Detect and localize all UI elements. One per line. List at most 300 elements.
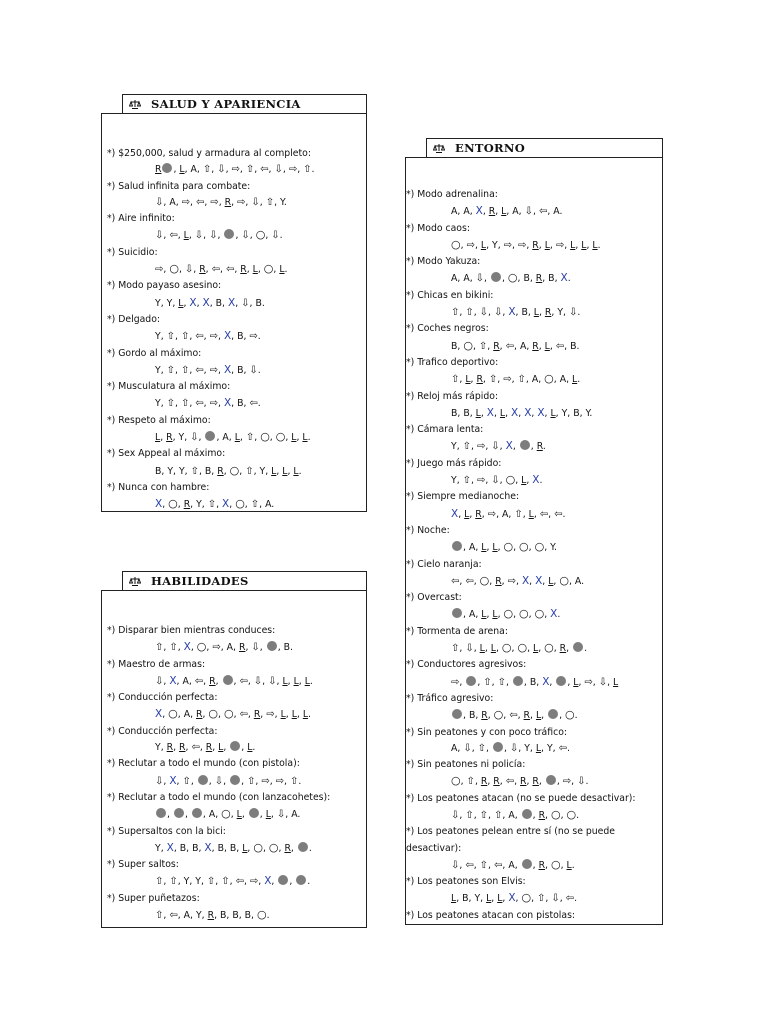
separator: .	[577, 307, 581, 319]
button-letter: Y	[557, 307, 563, 319]
button-letter: A	[508, 809, 515, 821]
arrow-right-icon: ⇨	[261, 775, 270, 787]
button-letter: Y	[155, 331, 161, 343]
button-letter: L	[179, 164, 185, 176]
button-letter: A	[451, 273, 458, 285]
cheat-item	[406, 590, 661, 624]
cheat-name: *) Juego más rápido:	[406, 457, 502, 469]
separator: ,	[486, 542, 490, 554]
button-letter: R	[207, 910, 215, 922]
button-letter: L	[479, 643, 485, 655]
button-letter: R	[238, 642, 246, 654]
arrow-up-icon: ⇧	[466, 776, 475, 788]
cheat-item	[107, 824, 365, 858]
circle-button-icon: ○	[263, 262, 274, 276]
cheat-name: *) Conducción perfecta:	[107, 692, 218, 704]
separator: ,	[486, 239, 490, 251]
arrow-up-icon: ⇧	[190, 465, 199, 477]
circle-button-icon: ○	[503, 540, 514, 554]
separator: ,	[265, 230, 269, 242]
button-letter: L	[234, 432, 240, 444]
cheat-item	[107, 690, 365, 724]
cheat-item	[107, 623, 365, 657]
separator: ,	[497, 609, 501, 621]
section-title: HABILIDADES	[151, 574, 249, 588]
separator: ,	[223, 842, 227, 854]
separator: ,	[502, 859, 506, 871]
cheat-name: *) Modo payaso asesino:	[107, 280, 222, 292]
separator: ,	[517, 710, 521, 722]
circle-button-icon: ○	[260, 430, 270, 444]
separator: ,	[544, 542, 548, 554]
cheat-code	[406, 674, 661, 691]
round-dot-button-icon	[205, 431, 215, 441]
arrow-left-icon: ⇦	[539, 508, 549, 520]
button-letter: B	[244, 910, 252, 922]
arrow-down-icon: ⇩	[217, 164, 226, 176]
cheat-name: *) Siempre medianoche:	[406, 491, 520, 503]
separator: ,	[518, 742, 522, 754]
arrow-up-icon: ⇧	[169, 876, 178, 888]
button-letter: L	[302, 709, 308, 721]
separator: ,	[218, 709, 221, 721]
separator: ,	[459, 676, 463, 688]
separator: ,	[163, 876, 167, 888]
arrow-left-icon: ⇦	[493, 859, 503, 871]
cheat-code	[107, 706, 365, 723]
cheat-code	[107, 162, 365, 178]
separator: ,	[511, 643, 515, 655]
arrow-up-icon: ⇧	[514, 508, 523, 520]
scale-icon	[129, 576, 141, 587]
button-letter: X	[508, 892, 516, 905]
separator: ,	[236, 842, 240, 854]
button-letter: B	[462, 893, 469, 905]
arrow-down-icon: ⇩	[577, 776, 586, 788]
separator: ,	[488, 307, 492, 319]
arrow-up-icon: ⇧	[245, 164, 255, 176]
separator: ,	[203, 331, 207, 343]
separator: ,	[270, 809, 274, 821]
separator: ,	[218, 196, 222, 208]
separator: ,	[298, 675, 302, 687]
button-letter: Y	[451, 475, 457, 487]
arrow-left-icon: ⇦	[195, 196, 205, 208]
cheat-code	[107, 840, 365, 857]
button-letter: Y	[196, 499, 202, 511]
separator: .	[576, 340, 580, 352]
separator: ,	[553, 575, 557, 587]
button-letter: R	[240, 264, 247, 276]
separator: ,	[188, 230, 192, 242]
cheat-item	[107, 245, 365, 279]
cheat-item	[107, 211, 365, 245]
separator: ,	[499, 475, 503, 487]
separator: ,	[203, 364, 207, 376]
separator: ,	[560, 859, 564, 871]
circle-button-icon: ○	[463, 338, 473, 352]
button-letter: L	[613, 676, 619, 688]
button-letter: L	[535, 742, 542, 754]
button-letter: A	[468, 609, 476, 621]
round-dot-button-icon	[556, 676, 566, 686]
cheat-code	[107, 395, 365, 412]
separator: ,	[559, 893, 563, 905]
arrow-down-icon: ⇩	[509, 742, 519, 754]
separator: ,	[566, 374, 570, 386]
button-letter: L	[291, 709, 297, 721]
cheat-code	[107, 496, 365, 513]
button-letter: L	[533, 643, 539, 655]
separator: ,	[189, 398, 193, 410]
separator: ,	[196, 164, 200, 176]
circle-button-icon: ○	[208, 707, 219, 721]
cheat-name: *) Conductores agresivos:	[406, 659, 527, 671]
cheat-code	[107, 773, 365, 790]
cheat-code	[107, 806, 365, 823]
separator: ,	[513, 542, 517, 554]
separator: ,	[526, 776, 530, 788]
arrow-down-icon: ⇩	[491, 441, 500, 453]
separator: ,	[491, 893, 495, 905]
arrow-up-icon: ⇧	[462, 475, 472, 487]
separator: ,	[526, 239, 530, 251]
separator: ,	[469, 508, 473, 520]
separator: ,	[474, 239, 478, 251]
cheat-code	[406, 405, 661, 422]
separator: ,	[529, 273, 533, 285]
button-letter: B	[229, 842, 237, 854]
separator: ,	[514, 859, 518, 871]
round-dot-button-icon	[546, 775, 556, 785]
button-letter: X	[505, 440, 513, 453]
separator: ,	[592, 676, 596, 688]
arrow-down-icon: ⇩	[184, 264, 194, 276]
separator: ,	[243, 876, 247, 888]
button-letter: B	[232, 910, 239, 922]
button-letter: X	[169, 774, 177, 787]
button-letter: L	[492, 609, 498, 621]
separator: ,	[541, 742, 545, 754]
separator: ,	[251, 910, 255, 922]
separator: ,	[607, 676, 611, 688]
separator: ,	[531, 893, 535, 905]
cheat-item	[406, 187, 661, 221]
circle-button-icon: ○	[235, 497, 245, 511]
button-letter: L	[490, 643, 496, 655]
arrow-left-icon: ⇦	[465, 859, 474, 871]
separator: ,	[468, 893, 472, 905]
button-letter: X	[227, 296, 236, 309]
separator: ,	[544, 407, 548, 419]
separator: ,	[487, 340, 491, 352]
separator: ,	[241, 809, 245, 821]
arrow-down-icon: ⇩	[479, 307, 489, 319]
separator: ,	[177, 642, 181, 654]
button-letter: Y	[155, 398, 161, 410]
arrow-up-icon: ⇧	[207, 499, 217, 511]
round-dot-button-icon	[298, 842, 308, 852]
separator: .	[571, 859, 575, 871]
button-letter: X	[223, 397, 232, 410]
arrow-right-icon: ⇨	[266, 709, 275, 721]
circle-button-icon: ○	[196, 640, 207, 654]
cheat-name: *) Los peatones atacan (no se puede desactivar):	[406, 792, 636, 804]
round-dot-button-icon	[223, 675, 233, 685]
separator: ,	[190, 499, 194, 511]
button-letter: L	[548, 575, 554, 587]
separator: .	[584, 643, 588, 655]
separator: ,	[198, 432, 202, 444]
separator: ,	[458, 508, 462, 520]
button-letter: A	[463, 273, 470, 285]
cheat-name: *) Gordo al máximo:	[107, 347, 202, 359]
arrow-up-icon: ⇧	[303, 164, 312, 176]
round-dot-button-icon	[296, 875, 306, 885]
separator: ,	[487, 776, 491, 788]
separator: ,	[222, 297, 226, 309]
separator: ,	[530, 710, 533, 722]
arrow-up-icon: ⇧	[451, 374, 460, 386]
separator: ,	[475, 542, 479, 554]
separator: ,	[193, 264, 197, 276]
separator: ,	[456, 441, 460, 453]
cheat-name: *) Los peatones atacan con pistolas:	[406, 909, 576, 921]
cheat-name: *) Supersaltos con la bici:	[107, 825, 226, 837]
arrow-down-icon: ⇩	[598, 676, 608, 688]
separator: ,	[471, 742, 475, 754]
arrow-up-icon: ⇧	[477, 742, 487, 754]
separator: ,	[239, 465, 243, 477]
button-letter: L	[481, 609, 487, 621]
separator: ,	[482, 374, 486, 386]
cheat-name: *) Cámara lenta:	[406, 424, 484, 436]
circle-button-icon: ○	[451, 774, 461, 788]
button-letter: A	[183, 910, 191, 922]
separator: ,	[231, 331, 235, 343]
arrow-down-icon: ⇩	[271, 230, 280, 242]
separator: .	[567, 273, 571, 285]
arrow-right-icon: ⇨	[466, 239, 475, 251]
arrow-right-icon: ⇨	[155, 264, 164, 276]
separator: ,	[474, 776, 478, 788]
separator: ,	[285, 709, 289, 721]
circle-button-icon: ○	[168, 707, 178, 721]
button-letter: X	[169, 674, 177, 687]
cheat-item	[406, 288, 661, 322]
cheat-name: *) Los peatones pelean entre sí (no se puede desactivar):	[406, 826, 616, 854]
arrow-up-icon: ⇧	[250, 499, 260, 511]
separator: ,	[247, 842, 251, 854]
circle-button-icon: ○	[521, 891, 532, 905]
separator: ,	[209, 297, 213, 309]
cheat-item	[107, 179, 365, 212]
separator: ,	[223, 775, 227, 787]
arrow-down-icon: ⇩	[274, 164, 283, 176]
button-letter: A	[451, 206, 458, 218]
arrow-down-icon: ⇩	[276, 809, 286, 821]
arrow-left-icon: ⇦	[505, 340, 514, 352]
separator: .	[308, 709, 311, 721]
arrow-up-icon: ⇧	[166, 398, 176, 410]
button-letter: B	[573, 407, 580, 419]
button-letter: L	[572, 374, 578, 386]
arrow-down-icon: ⇩	[209, 230, 218, 242]
arrow-up-icon: ⇧	[488, 374, 498, 386]
round-dot-button-icon	[162, 163, 172, 173]
separator: ,	[163, 642, 167, 654]
cheat-code	[406, 237, 661, 254]
round-dot-button-icon	[548, 709, 558, 719]
button-letter: A	[291, 809, 298, 821]
button-letter: Y	[178, 432, 185, 444]
separator: .	[539, 475, 543, 487]
separator: ,	[160, 364, 164, 376]
separator: ,	[538, 239, 542, 251]
button-letter: B	[548, 273, 555, 285]
separator: ,	[220, 642, 224, 654]
button-letter: R	[532, 340, 539, 352]
button-letter: L	[242, 842, 248, 854]
separator: ,	[238, 910, 242, 922]
separator: ,	[173, 842, 177, 854]
arrow-down-icon: ⇩	[214, 775, 224, 787]
arrow-right-icon: ⇨	[562, 776, 572, 788]
separator: ,	[199, 742, 203, 754]
separator: ,	[203, 675, 207, 687]
separator: .	[581, 575, 585, 587]
separator: ,	[247, 709, 251, 721]
arrow-left-icon: ⇦	[211, 264, 220, 276]
separator: ,	[233, 709, 237, 721]
arrow-up-icon: ⇧	[289, 775, 299, 787]
cheat-item	[406, 874, 661, 908]
separator: ,	[505, 676, 509, 688]
arrow-right-icon: ⇨	[249, 876, 259, 888]
arrow-up-icon: ⇧	[493, 809, 503, 821]
round-dot-button-icon	[466, 676, 476, 686]
separator: ,	[501, 575, 505, 587]
separator: ,	[234, 264, 238, 276]
button-letter: R	[166, 432, 173, 444]
separator: ,	[259, 196, 263, 208]
separator: .	[577, 374, 581, 386]
separator: ,	[529, 742, 533, 754]
separator: .	[266, 910, 270, 922]
cheat-name: *) Overcast:	[406, 592, 462, 604]
cheat-name: *) Super puñetazos:	[107, 892, 200, 904]
button-letter: A	[559, 374, 567, 386]
arrow-up-icon: ⇧	[155, 910, 164, 922]
cheat-name: *) Sin peatones ni policía:	[406, 759, 526, 771]
separator: ,	[523, 676, 527, 688]
separator: ,	[586, 239, 590, 251]
separator: ,	[480, 407, 484, 419]
round-dot-button-icon	[249, 808, 259, 818]
separator: ,	[549, 340, 553, 352]
separator: ,	[485, 441, 489, 453]
circle-button-icon: ○	[255, 228, 266, 242]
separator: .	[597, 239, 601, 251]
button-letter: X	[532, 474, 540, 487]
circle-button-icon: ○	[256, 908, 267, 922]
button-letter: R	[493, 776, 500, 788]
separator: ,	[244, 499, 248, 511]
separator: .	[298, 465, 302, 477]
section-header	[426, 138, 663, 158]
cheat-name: *) Los peatones son Elvis:	[406, 876, 526, 888]
separator: ,	[538, 374, 542, 386]
button-letter: R	[179, 742, 186, 754]
arrow-right-icon: ⇨	[517, 239, 527, 251]
separator: ,	[554, 273, 558, 285]
separator: ,	[160, 432, 164, 444]
arrow-right-icon: ⇨	[476, 441, 486, 453]
button-letter: X	[183, 641, 191, 654]
button-letter: R	[532, 239, 539, 251]
cheat-name: *) Suicidio:	[107, 246, 158, 258]
circle-button-icon: ○	[253, 840, 263, 854]
button-letter: Y	[546, 742, 553, 754]
button-letter: A	[531, 374, 539, 386]
cheat-code	[107, 261, 365, 278]
separator: ,	[470, 374, 474, 386]
button-letter: X	[166, 841, 174, 854]
separator: ,	[233, 675, 237, 687]
separator: .	[589, 407, 593, 419]
button-letter: L	[465, 374, 471, 386]
button-letter: X	[542, 675, 550, 688]
arrow-down-icon: ⇩	[251, 196, 260, 208]
button-letter: L	[282, 675, 288, 687]
separator: ,	[262, 675, 266, 687]
separator: ,	[508, 508, 512, 520]
separator: ,	[497, 374, 501, 386]
button-letter: A	[519, 340, 527, 352]
button-letter: L	[544, 340, 550, 352]
separator: ,	[231, 364, 235, 376]
separator: ,	[522, 508, 526, 520]
arrow-left-icon: ⇦	[195, 331, 204, 343]
separator: ,	[480, 893, 484, 905]
arrow-up-icon: ⇧	[166, 364, 176, 376]
separator: ,	[239, 432, 243, 444]
separator: ,	[268, 164, 272, 176]
button-letter: A	[463, 206, 470, 218]
separator: ,	[163, 775, 167, 787]
button-letter: R	[476, 374, 483, 386]
button-letter: A	[574, 575, 582, 587]
separator: ,	[513, 609, 517, 621]
arrow-up-icon: ⇧	[206, 876, 216, 888]
section-header	[122, 94, 367, 114]
button-letter: X	[264, 875, 272, 888]
cheat-item	[406, 389, 661, 423]
section-title: ENTORNO	[455, 141, 526, 155]
separator: ,	[184, 432, 188, 444]
arrow-left-icon: ⇦	[235, 876, 244, 888]
separator: ,	[167, 809, 170, 821]
cheat-name: *) Musculatura al máximo:	[107, 381, 231, 393]
button-letter: Y	[195, 910, 202, 922]
circle-button-icon: ○	[565, 708, 575, 722]
button-letter: Y	[492, 239, 498, 251]
round-dot-button-icon	[192, 808, 202, 818]
separator: ,	[276, 465, 280, 477]
button-letter: A	[468, 542, 476, 554]
round-dot-button-icon	[278, 875, 288, 885]
separator: ,	[491, 676, 495, 688]
